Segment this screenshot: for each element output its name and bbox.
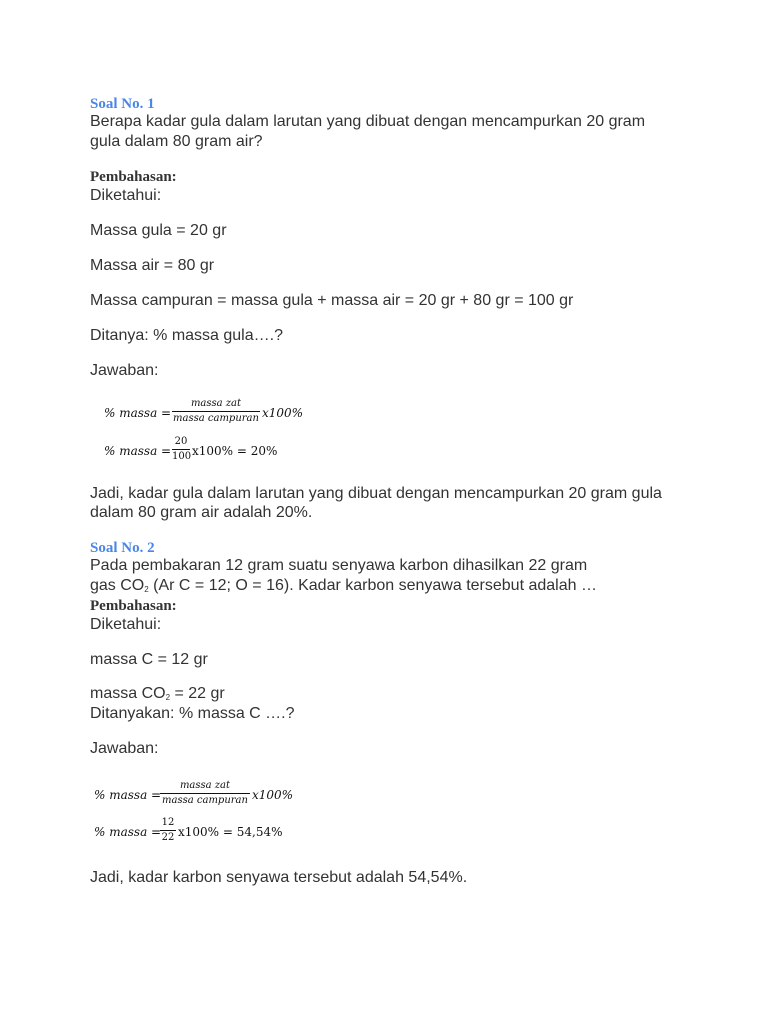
soal-2-heading: Soal No. 2 (90, 540, 155, 556)
formula-fraction (160, 780, 250, 807)
subscript-2: 2 (144, 585, 149, 594)
soal-1-formula-calculation (104, 436, 304, 468)
soal-2-formula-general (94, 780, 304, 812)
question-text-part-a: gas CO (90, 577, 145, 594)
formula-numerator: massa zat (190, 398, 242, 409)
soal-1-heading: Soal No. 1 (90, 96, 155, 112)
formula-numerator: massa zat (179, 780, 231, 791)
soal-2-ditanyakan: Ditanyakan: % massa C ….? (90, 705, 295, 722)
soal-1-massa-campuran: Massa campuran = massa gula + massa air = 20 gr + 80 gr = 100 gr (90, 292, 574, 309)
formula-lhs: % massa = (94, 788, 162, 802)
soal-2-formula-calculation (94, 817, 294, 849)
soal-2-jawaban-label: Jawaban: (90, 740, 159, 757)
formula-denominator: 100 (172, 451, 192, 462)
soal-1-conclusion-line-1: Jadi, kadar gula dalam larutan yang dibuat dengan mencampurkan 20 gram gula (90, 485, 662, 502)
soal-1-massa-air: Massa air = 80 gr (90, 257, 215, 274)
formula-numerator: 20 (174, 436, 188, 447)
soal-2-conclusion: Jadi, kadar karbon senyawa tersebut adalah 54,54%. (90, 869, 468, 886)
formula-rhs: x100% = 20% (192, 444, 278, 458)
soal-1-question-line-2: gula dalam 80 gram air? (90, 133, 263, 150)
soal-2-massa-c: massa C = 12 gr (90, 651, 208, 668)
formula-rhs: x100% = 54,54% (178, 825, 283, 839)
formula-lhs: % massa = (104, 444, 172, 458)
soal-1-massa-gula: Massa gula = 20 gr (90, 222, 227, 239)
massa-co2-part-b: = 22 gr (170, 685, 225, 702)
fraction-bar (172, 449, 190, 450)
formula-rhs: x100% (262, 406, 304, 420)
soal-1-question-line-1: Berapa kadar gula dalam larutan yang dibuat dengan mencampurkan 20 gram (90, 113, 646, 130)
subscript-2: 2 (165, 693, 171, 702)
soal-1-jawaban-label: Jawaban: (90, 362, 159, 379)
formula-rhs: x100% (252, 788, 294, 802)
massa-co2-part-a: massa CO (90, 685, 166, 702)
formula-fraction (172, 398, 260, 425)
formula-fraction (172, 436, 190, 463)
formula-denominator: 22 (161, 832, 175, 843)
formula-lhs: % massa = (104, 406, 172, 420)
soal-1-conclusion-line-2: dalam 80 gram air adalah 20%. (90, 504, 313, 521)
question-text-part-b: (Ar C = 12; O = 16). Kadar karbon senyawa tersebut adalah … (148, 577, 597, 594)
soal-2-diketahui-label: Diketahui: (90, 616, 162, 633)
soal-2-pembahasan-label: Pembahasan: (90, 598, 177, 614)
soal-2-question-line-1: Pada pembakaran 12 gram suatu senyawa karbon dihasilkan 22 gram (90, 557, 588, 574)
formula-denominator: massa campuran (173, 413, 259, 424)
formula-fraction (160, 817, 176, 844)
formula-denominator: massa campuran (162, 795, 248, 806)
formula-lhs: % massa = (94, 825, 162, 839)
soal-1-pembahasan-label: Pembahasan: (90, 169, 177, 185)
fraction-bar (172, 411, 260, 412)
soal-1-formula-general (104, 398, 314, 430)
formula-numerator: 12 (161, 817, 175, 828)
fraction-bar (160, 830, 176, 831)
soal-1-diketahui-label: Diketahui: (90, 187, 162, 204)
fraction-bar (160, 793, 250, 794)
soal-1-ditanya: Ditanya: % massa gula….? (90, 327, 283, 344)
